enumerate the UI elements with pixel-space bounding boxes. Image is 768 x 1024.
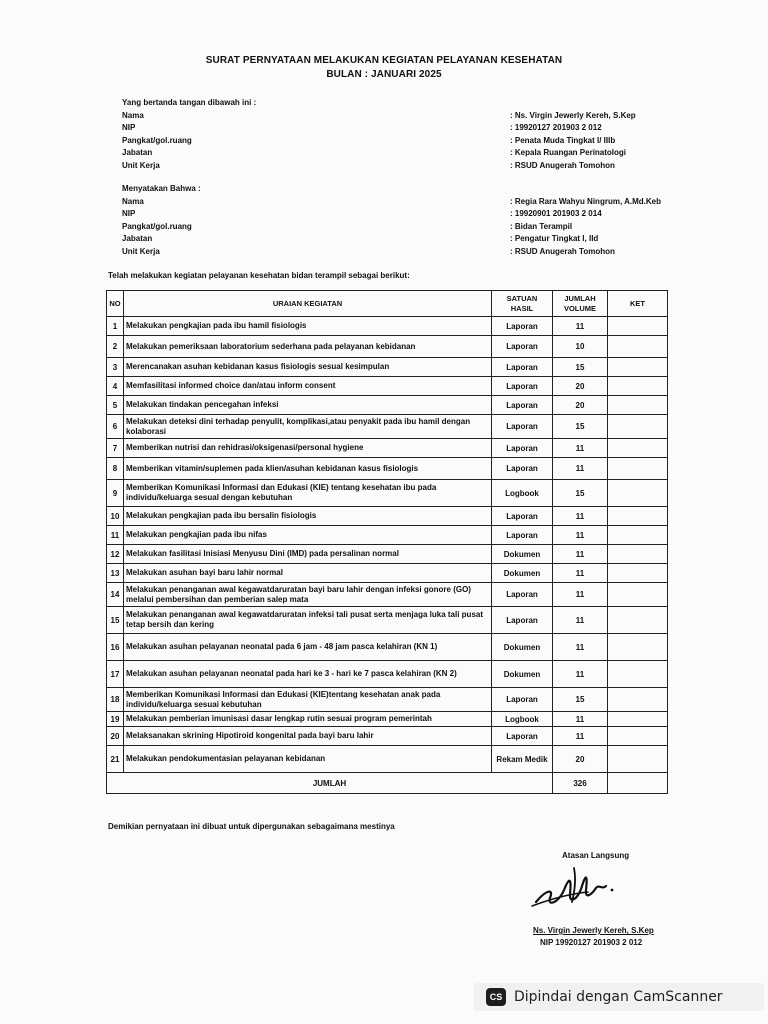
table-row [107, 439, 668, 458]
row-number: 11 [107, 526, 124, 545]
row-volume: 11 [553, 439, 608, 458]
signer-label: Pangkat/gol.ruang [122, 135, 192, 145]
subject-row [122, 233, 682, 246]
subject-value: : Pengatur Tingkat I, IId [510, 234, 599, 243]
row-volume: 11 [553, 583, 608, 607]
row-remarks [608, 746, 668, 773]
signer-row [122, 122, 682, 135]
row-remarks [608, 661, 668, 688]
row-remarks [608, 377, 668, 396]
table-row [107, 564, 668, 583]
row-number: 6 [107, 415, 124, 439]
signer-row [122, 135, 682, 148]
row-volume: 15 [553, 688, 608, 712]
signer-label: NIP [122, 123, 136, 132]
table-row [107, 377, 668, 396]
declares-intro: Menyatakan Bahwa : [122, 184, 201, 193]
total-value: 326 [553, 773, 608, 794]
row-remarks [608, 336, 668, 358]
subject-info-block [122, 183, 682, 258]
row-unit: Dokumen [492, 634, 553, 661]
row-description: Melakukan tindakan pencegahan infeksi [124, 396, 492, 415]
subject-value: : Bidan Terampil [510, 221, 573, 231]
row-description: Melakukan pengkajian pada ibu nifas [124, 526, 492, 545]
row-number: 15 [107, 607, 124, 634]
signer-value: : 19920127 201903 2 012 [510, 123, 602, 132]
signer-intro-row [122, 97, 682, 110]
row-unit: Laporan [492, 317, 553, 336]
row-remarks [608, 396, 668, 415]
row-unit: Laporan [492, 377, 553, 396]
row-description: Melakukan asuhan bayi baru lahir normal [124, 564, 492, 583]
row-unit: Logbook [492, 480, 553, 507]
row-volume: 11 [553, 634, 608, 661]
row-number: 13 [107, 564, 124, 583]
signer-info-block [122, 97, 682, 172]
row-description: Melakukan pengkajian pada ibu hamil fisiologis [124, 317, 492, 336]
row-description: Melakukan asuhan pelayanan neonatal pada 6 jam - 48 jam pasca kelahiran (KN 1) [124, 634, 492, 661]
table-row [107, 396, 668, 415]
watermark-text: Dipindai dengan CamScanner [514, 989, 723, 1005]
row-volume: 11 [553, 727, 608, 746]
subject-value: : 19920901 201903 2 014 [510, 209, 602, 218]
table-row [107, 507, 668, 526]
row-remarks [608, 583, 668, 607]
row-number: 18 [107, 688, 124, 712]
row-description: Melakukan asuhan pelayanan neonatal pada hari ke 3 - hari ke 7 pasca kelahiran (KN 2) [124, 661, 492, 688]
table-row [107, 415, 668, 439]
row-number: 16 [107, 634, 124, 661]
signer-row [122, 110, 682, 123]
table-row [107, 545, 668, 564]
row-unit: Laporan [492, 583, 553, 607]
row-remarks [608, 545, 668, 564]
subject-label: Unit Kerja [122, 246, 160, 256]
row-volume: 11 [553, 545, 608, 564]
row-unit: Laporan [492, 507, 553, 526]
camscanner-watermark [474, 983, 764, 1011]
row-remarks [608, 607, 668, 634]
row-number: 17 [107, 661, 124, 688]
row-volume: 15 [553, 358, 608, 377]
header-remarks: KET [608, 291, 668, 317]
signer-value: : Kepala Ruangan Perinatologi [510, 148, 627, 157]
table-row [107, 688, 668, 712]
row-unit: Laporan [492, 727, 553, 746]
row-description: Melakukan pengkajian pada ibu bersalin fisiologis [124, 507, 492, 526]
document-title: SURAT PERNYATAAN MELAKUKAN KEGIATAN PELAYANAN KESEHATAN [205, 55, 563, 66]
signature-title: Atasan Langsung [562, 851, 630, 860]
total-remarks [608, 773, 668, 794]
table-row [107, 358, 668, 377]
row-remarks [608, 712, 668, 727]
handwritten-signature [528, 860, 628, 912]
closing-statement: Demikian pernyataan ini dibuat untuk dipergunakan sebagaimana mestinya [108, 822, 395, 831]
row-unit: Laporan [492, 458, 553, 480]
row-description: Melakukan fasilitasi Inisiasi Menyusu Dini (IMD) pada persalinan normal [124, 545, 492, 564]
signer-value: : RSUD Anugerah Tomohon [510, 160, 615, 170]
row-remarks [608, 358, 668, 377]
row-remarks [608, 688, 668, 712]
row-remarks [608, 507, 668, 526]
row-description: Memberikan Komunikasi Informasi dan Edukasi (KIE) tentang kesehatan ibu pada individu/keluarga sesual dengan kebutuhan [124, 480, 492, 507]
signature-name: Ns. Virgin Jewerly Kereh, S.Kep [533, 926, 654, 935]
header-description: URAIAN KEGIATAN [124, 291, 492, 317]
total-row [107, 773, 668, 794]
header-no: NO [107, 291, 124, 317]
row-number: 1 [107, 317, 124, 336]
subject-label: Pangkat/gol.ruang [122, 221, 192, 231]
subject-value: : Regia Rara Wahyu Ningrum, A.Md.Keb [510, 196, 661, 206]
row-volume: 11 [553, 507, 608, 526]
row-number: 3 [107, 358, 124, 377]
row-description: Memberikan nutrisi dan rehidrasi/oksigenasi/personal hygiene [124, 439, 492, 458]
table-row [107, 607, 668, 634]
signer-label: Unit Kerja [122, 160, 160, 170]
table-row [107, 746, 668, 773]
table-row [107, 583, 668, 607]
table-row [107, 317, 668, 336]
signer-intro: Yang bertanda tangan dibawah ini : [122, 98, 257, 107]
row-volume: 15 [553, 415, 608, 439]
row-remarks [608, 480, 668, 507]
subject-label: Jabatan [122, 234, 153, 243]
row-number: 9 [107, 480, 124, 507]
signature-nip: NIP 19920127 201903 2 012 [540, 938, 643, 947]
row-number: 7 [107, 439, 124, 458]
subject-row [122, 221, 682, 234]
row-description: Merencanakan asuhan kebidanan kasus fisiologis sesual kesimpulan [124, 358, 492, 377]
row-volume: 11 [553, 661, 608, 688]
subject-intro-row [122, 183, 682, 196]
row-description: Melakukan pemberian imunisasi dasar lengkap rutin sesuai program pemerintah [124, 712, 492, 727]
row-number: 19 [107, 712, 124, 727]
row-volume: 11 [553, 526, 608, 545]
row-number: 4 [107, 377, 124, 396]
subject-row [122, 196, 682, 209]
row-number: 20 [107, 727, 124, 746]
row-number: 14 [107, 583, 124, 607]
row-number: 5 [107, 396, 124, 415]
row-unit: Laporan [492, 439, 553, 458]
row-remarks [608, 458, 668, 480]
subject-label: NIP [122, 209, 136, 218]
table-intro: Telah melakukan kegiatan pelayanan kesehatan bidan terampil sebagai berikut: [108, 271, 410, 280]
table-header-row [107, 291, 668, 317]
row-remarks [608, 317, 668, 336]
row-description: Melakukan pemeriksaan laboratorium sederhana pada pelayanan kebidanan [124, 336, 492, 358]
row-remarks [608, 634, 668, 661]
total-label: JUMLAH [107, 773, 553, 794]
row-unit: Dokumen [492, 661, 553, 688]
signer-label: Nama [122, 110, 144, 120]
header-unit [492, 291, 553, 317]
row-description: Memberikan vitamin/suplemen pada klien/asuhan kebidanan kasus fisiologis [124, 458, 492, 480]
row-unit: Laporan [492, 688, 553, 712]
row-remarks [608, 526, 668, 545]
subject-row [122, 208, 682, 221]
subject-label: Nama [122, 196, 144, 206]
row-description: Memfasilitasi informed choice dan/atau inform consent [124, 377, 492, 396]
row-number: 21 [107, 746, 124, 773]
row-unit: Laporan [492, 607, 553, 634]
row-number: 10 [107, 507, 124, 526]
signer-row [122, 147, 682, 160]
camscanner-logo-icon: CS [486, 988, 506, 1006]
row-volume: 10 [553, 336, 608, 358]
document-period: BULAN : JANUARI 2025 [326, 69, 442, 80]
row-volume: 11 [553, 317, 608, 336]
row-description: Melakukan penanganan awal kegawatdaruratan infeksi tali pusat serta menjaga luka tali pusat tetap bersih dan kering [124, 607, 492, 634]
subject-row [122, 246, 682, 259]
row-description: Melakukan pendokumentasian pelayanan kebidanan [124, 746, 492, 773]
row-volume: 11 [553, 607, 608, 634]
row-number: 12 [107, 545, 124, 564]
row-unit: Laporan [492, 526, 553, 545]
row-remarks [608, 727, 668, 746]
header-unit-line1: SATUAN [506, 293, 538, 303]
row-unit: Laporan [492, 415, 553, 439]
row-remarks [608, 415, 668, 439]
table-row [107, 727, 668, 746]
table-row [107, 480, 668, 507]
table-row [107, 458, 668, 480]
row-volume: 20 [553, 396, 608, 415]
table-row [107, 712, 668, 727]
row-unit: Laporan [492, 396, 553, 415]
signer-value: : Penata Muda Tingkat I/ IIIb [510, 135, 616, 145]
row-volume: 11 [553, 712, 608, 727]
row-description: Melakukan penanganan awal kegawatdaruratan bayi baru lahir dengan infeksi gonore (GO) melalui pembersihan dan pemberian salep mata [124, 583, 492, 607]
row-volume: 11 [553, 564, 608, 583]
row-volume: 15 [553, 480, 608, 507]
row-unit: Rekam Medik [492, 746, 553, 773]
row-description: Melakukan deteksi dini terhadap penyulit, komplikasi,atau penyakit pada ibu hamil dengan kolaborasi [124, 415, 492, 439]
activities-table [106, 290, 668, 794]
row-remarks [608, 439, 668, 458]
row-remarks [608, 564, 668, 583]
row-unit: Logbook [492, 712, 553, 727]
row-unit: Laporan [492, 358, 553, 377]
row-volume: 20 [553, 746, 608, 773]
row-unit: Dokumen [492, 564, 553, 583]
row-number: 8 [107, 458, 124, 480]
table-row [107, 661, 668, 688]
header-volume [553, 291, 608, 317]
subject-value: : RSUD Anugerah Tomohon [510, 246, 615, 256]
header-volume-line2: VOLUME [563, 303, 597, 313]
row-unit: Laporan [492, 336, 553, 358]
header-unit-line2: HASIL [510, 303, 534, 313]
table-row [107, 336, 668, 358]
row-volume: 20 [553, 377, 608, 396]
signer-row [122, 160, 682, 173]
signer-label: Jabatan [122, 148, 153, 157]
row-number: 2 [107, 336, 124, 358]
signer-value: : Ns. Virgin Jewerly Kereh, S.Kep [510, 110, 636, 120]
table-row [107, 526, 668, 545]
header-volume-line1: JUMLAH [564, 293, 596, 303]
row-description: Memberikan Komunikasi Informasi dan Edukasi (KIE)tentang kesehatan anak pada individu/keluarga sesuai kebutuhan [124, 688, 492, 712]
row-unit: Dokumen [492, 545, 553, 564]
table-row [107, 634, 668, 661]
row-volume: 11 [553, 458, 608, 480]
row-description: Melaksanakan skrining Hipotiroid kongenital pada bayi baru lahir [124, 727, 492, 746]
